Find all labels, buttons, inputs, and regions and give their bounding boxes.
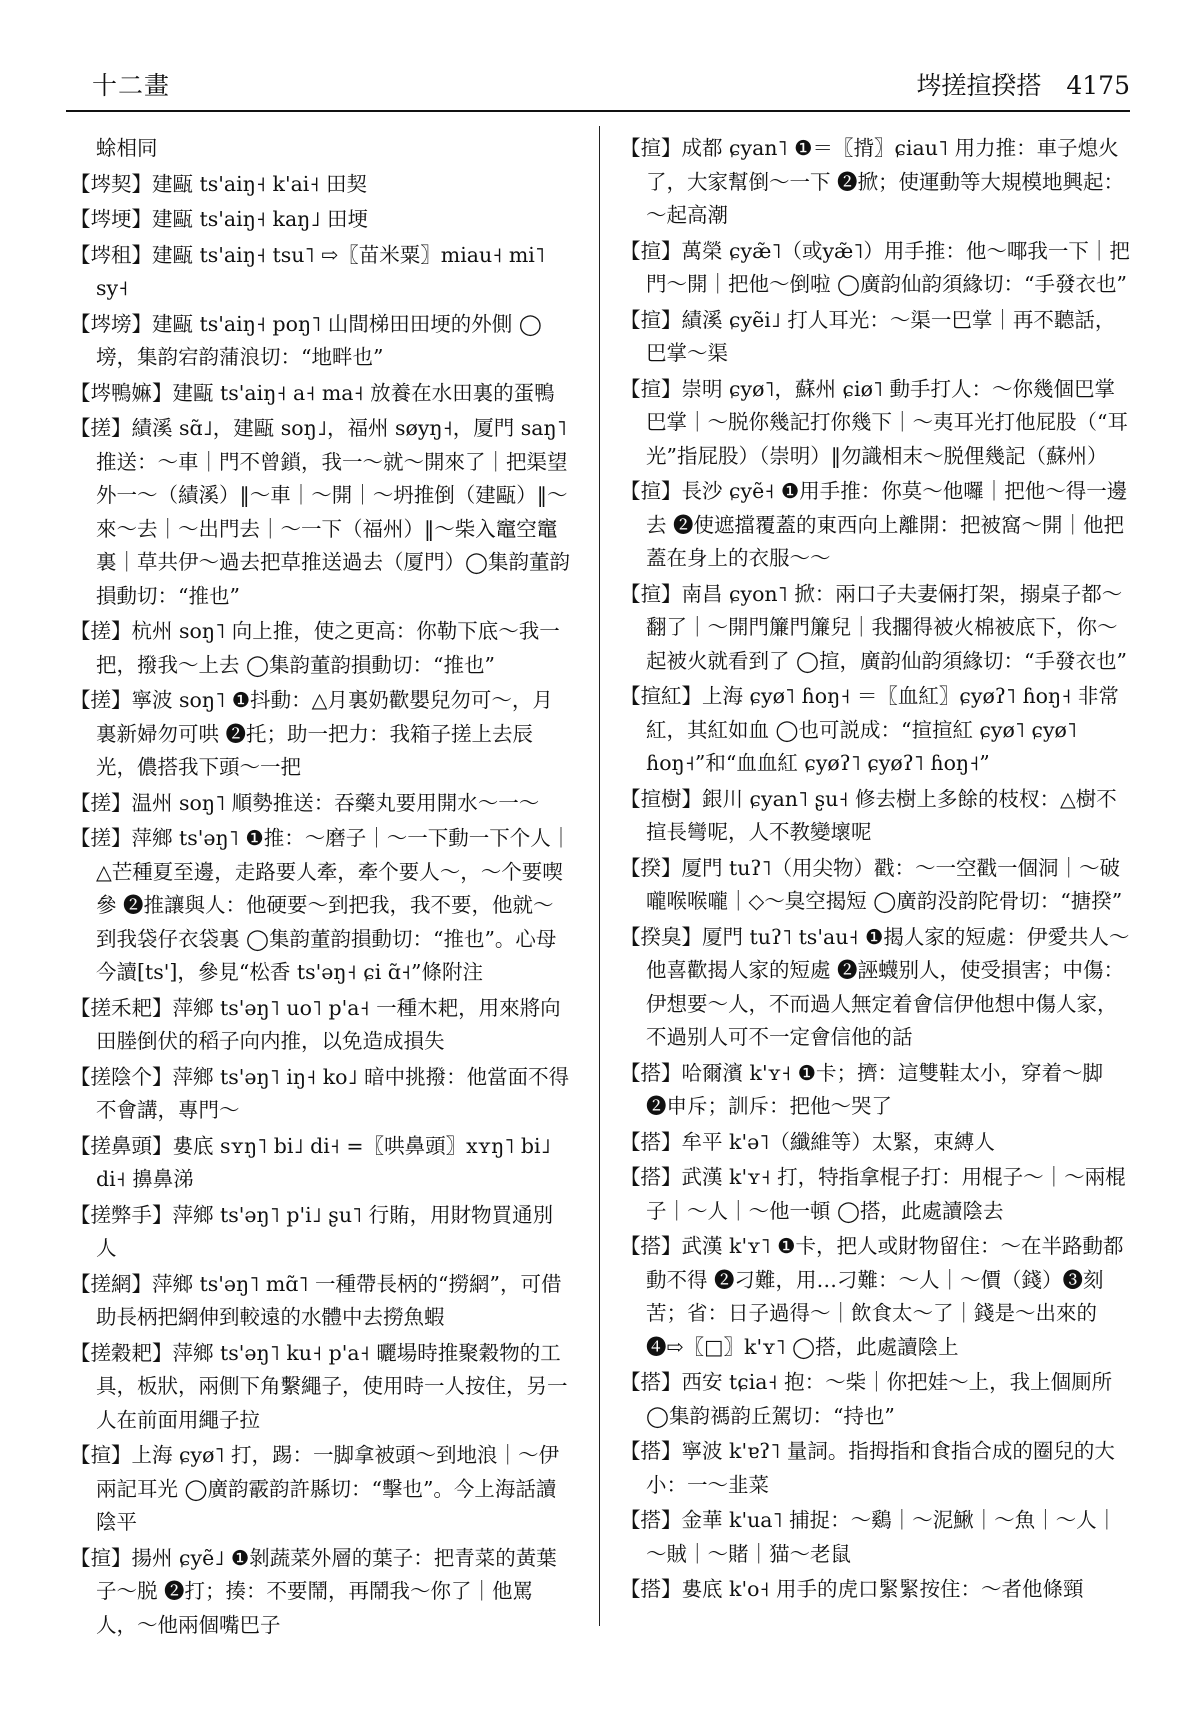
entry: 【揎】萬榮 ɕyæ̃˥（或yæ̃˥）用手推：他～㖿我一下｜把門～開｜把他～倒啦 ◯廣韵仙韵須緣切：“手發衣也”: [620, 238, 1130, 296]
entry: 蜍相同: [96, 136, 158, 160]
entry: 【搓】杭州 soŋ˥ 向上推，使之更高：你勒下底～我一把，撥我～上去 ◯集韵董韵損動切：“推也”: [70, 619, 560, 677]
entry: 【搓陰个】萍鄉 ts'əŋ˥ iŋ˧ ko˩ 暗中挑撥：他當面不得不會講，專門～: [70, 1064, 570, 1122]
entry: 【搓】萍鄉 ts'əŋ˥ ❶推：～磨子｜～一下動一下个人｜△芒種夏至邊，走路要人牽，牽个要人～，～个要喫參 ❷推讓與人：他硬要～到把我，我不要，他就～到我袋仔衣袋裏 ◯集韵董韵損動切：“推也”。心母今讀[ts']，參見“松香 ts'əŋ˧ ɕi ɑ̃˧”條附注: [70, 826, 572, 984]
right-column: [620, 132, 1130, 1609]
entry: 【揎樹】銀川 ɕyan˥ ʂu˧ 修去樹上多餘的枝杈：△樹不揎長彎呢，人不教變壞呢: [620, 786, 1117, 844]
entry: 【揎】長沙 ɕyẽ˧ ❶用手推：你莫～他囉｜把他～得一邊去 ❷使遮擋覆蓋的東西向上離開：把被窩～開｜他把蓋在身上的衣服～～: [620, 479, 1128, 570]
entry: 【搓弊手】萍鄉 ts'əŋ˥ p'i˩ ʂu˥ 行賄，用財物買通別人: [70, 1202, 554, 1260]
left-column: [70, 132, 573, 1644]
entry: 【揎】上海 ɕyø˥ 打，踢：一脚拿被頭～到地浪｜～伊兩記耳光 ◯廣韵霰韵許縣切：“擊也”。今上海話讀陰平: [70, 1443, 560, 1534]
page-index-and-number: 埁搓揎揆搭 4175: [916, 71, 1130, 100]
entry: 【揎紅】上海 ɕyø˥ ɦoŋ˧ ＝〖血紅〗ɕyøʔ˥ ɦoŋ˧ 非常紅，其紅如血 ◯也可説成：“揎揎紅 ɕyø˥ ɕyø˥ ɦoŋ˧”和“血血紅 ɕyøʔ˥ ɕyøʔ˥ ɦoŋ˧”: [620, 684, 1119, 775]
entry: 【搓鼻頭】婁底 sʏŋ˥ bi˩ di˧ =〖哄鼻頭〗xʏŋ˥ bi˩ di˧ 擤鼻涕: [70, 1133, 551, 1191]
entry: 【搭】金華 k'ua˥ 捕捉：～鷄｜～泥鰍｜～魚｜～人｜～賊｜～賭｜猫～老鼠: [620, 1508, 1118, 1566]
page-header: [66, 66, 1130, 106]
entry: 【搓禾耙】萍鄉 ts'əŋ˥ uo˥ p'a˧ 一種木耙，用來將向田塍倒伏的稻子向内推，以免造成損失: [70, 995, 561, 1053]
entry: 【搓網】萍鄉 ts'əŋ˥ mɑ̃˥ 一種帶長柄的“撈網”，可借助長柄把網伸到較遠的水體中去撈魚蝦: [70, 1271, 562, 1329]
entry: 【搭】武漢 k'ʏ˧ 打，特指拿棍子打：用棍子～｜～兩棍子｜～人｜～他一頓 ◯搭，此處讀陰去: [620, 1165, 1126, 1223]
entry: 【揆臭】厦門 tuʔ˥ ts'au˧ ❶揭人家的短處：伊愛共人～他喜歡揭人家的短處 ❷誣蠛别人，使受損害；中傷：伊想要～人，不而過人無定着會信伊他想中傷人家，不過别人可不一定會信他的話: [620, 924, 1130, 1049]
entry: 【埁租】建甌 ts'aiŋ˧ tsu˥ ⇨〖苗米粟〗miau˧ mi˥ sy˧: [70, 242, 545, 300]
entry: 【搓穀耙】萍鄉 ts'əŋ˥ ku˧ p'a˧ 曬場時推聚穀物的工具，板狀，兩側下角繫繩子，使用時一人按住，另一人在前面用繩子拉: [70, 1340, 568, 1432]
entry: 【埁埂】建甌 ts'aiŋ˧ kaŋ˩ 田埂: [70, 207, 368, 231]
header-rule: [66, 110, 1130, 112]
entry: 【搭】婁底 k'o˧ 用手的虎口緊緊按住：～者他條頸: [620, 1577, 1084, 1601]
section-title: 十二畫: [92, 71, 171, 100]
entry: 【揎】成都 ɕyan˥ ❶＝〖揹〗ɕiau˥ 用力推：車子熄火了，大家幫倒～一下 ❷掀；使運動等大規模地興起：～起高潮: [620, 136, 1125, 227]
entry: 【搭】牟平 k'ə˥（纖維等）太緊，束縛人: [620, 1129, 995, 1154]
entry: 【揎】績溪 ɕyẽi˩ 打人耳光：～渠一巴掌｜再不聽話，巴掌～渠: [620, 307, 1116, 365]
entry: 【揎】南昌 ɕyon˥ 掀：兩口子夫妻倆打架，搦桌子都～翻了｜～開門簾門簾兒｜我擱得被火棉被底下，你～起被火就看到了 ◯揎，廣韵仙韵須緣切：“手發衣也”: [620, 581, 1127, 673]
entry: 【搭】武漢 k'ʏ˥ ❶卡，把人或財物留住：～在半路動都動不得 ❷刁難，用…刁難：～人｜～價（錢）❸刻苦；省：日子過得～｜飲食太～了｜錢是～出來的 ❹⇨〖□〗k'ʏ˥ ◯搭，此處讀陰上: [620, 1234, 1124, 1359]
entry: 【搭】西安 tɕia˧ 抱：～柴｜你把娃～上，我上個厠所 ◯集韵禡韵丘駕切：“持也”: [620, 1370, 1113, 1428]
entry: 【埁契】建甌 ts'aiŋ˧ k'ai˧ 田契: [70, 171, 367, 196]
entry: 【搓】寧波 soŋ˥ ❶抖動：△月裏奶歡嬰兒勿可～，月裏新婦勿可哄 ❷托；助一把力：我箱子搓上去辰光，儂搭我下頭～一把: [70, 688, 553, 779]
entry: 【搓】績溪 sɑ̃˩，建甌 soŋ˩，福州 søyŋ˧，厦門 saŋ˥ 推送：～車｜門不曾鎖，我一～就～開來了｜把渠望外一～（績溪）‖～車｜～開｜～坍推倒（建甌）‖～來～去｜～出門去｜～一下（福州）‖～柴入竈空竈裏｜草共伊～過去把草推送過去（厦門）◯集韵董韵損動切：“推也”: [70, 416, 570, 608]
entry: 【揎】崇明 ɕyø˥，蘇州 ɕiø˥ 動手打人：～你幾個巴掌巴掌｜～脱你幾記打你幾下｜～夷耳光打他屁股（“耳光”指屁股）（崇明）‖勿識相末～脱俚幾記（蘇州）: [620, 376, 1128, 468]
entry: 【搓】温州 soŋ˥ 順勢推送：吞藥丸要用開水～一～: [70, 790, 540, 815]
entry: 【揎】揚州 ɕyẽ˩ ❶剝蔬菜外層的葉子：把青菜的黃葉子～脱 ❷打；揍：不要鬧，再鬧我～你了｜他罵人，～他兩個嘴巴子: [70, 1545, 557, 1637]
entry: 【搭】寧波 k'ɐʔ˥ 量詞。指拇指和食指合成的圈兒的大小：一～韭菜: [620, 1439, 1115, 1497]
column-divider: [599, 126, 600, 1626]
entry: 【揆】厦門 tuʔ˥（用尖物）戳：～一空戳一個洞｜～破嚨喉喉嚨｜◇～臭空揭短 ◯廣韵没韵陀骨切：“搪揆”: [620, 855, 1123, 913]
entry: 【搭】哈爾濱 k'ʏ˧ ❶卡；擠：這雙鞋太小，穿着～脚 ❷申斥；訓斥：把他～哭了: [620, 1060, 1104, 1118]
entry: 【埁鴨嫲】建甌 ts'aiŋ˧ a˧ ma˧ 放養在水田裏的蛋鴨: [70, 380, 555, 405]
entry: 【埁塝】建甌 ts'aiŋ˧ poŋ˥ 山間梯田田埂的外側 ◯塝，集韵宕韵蒲浪切：“地畔也”: [70, 311, 542, 369]
